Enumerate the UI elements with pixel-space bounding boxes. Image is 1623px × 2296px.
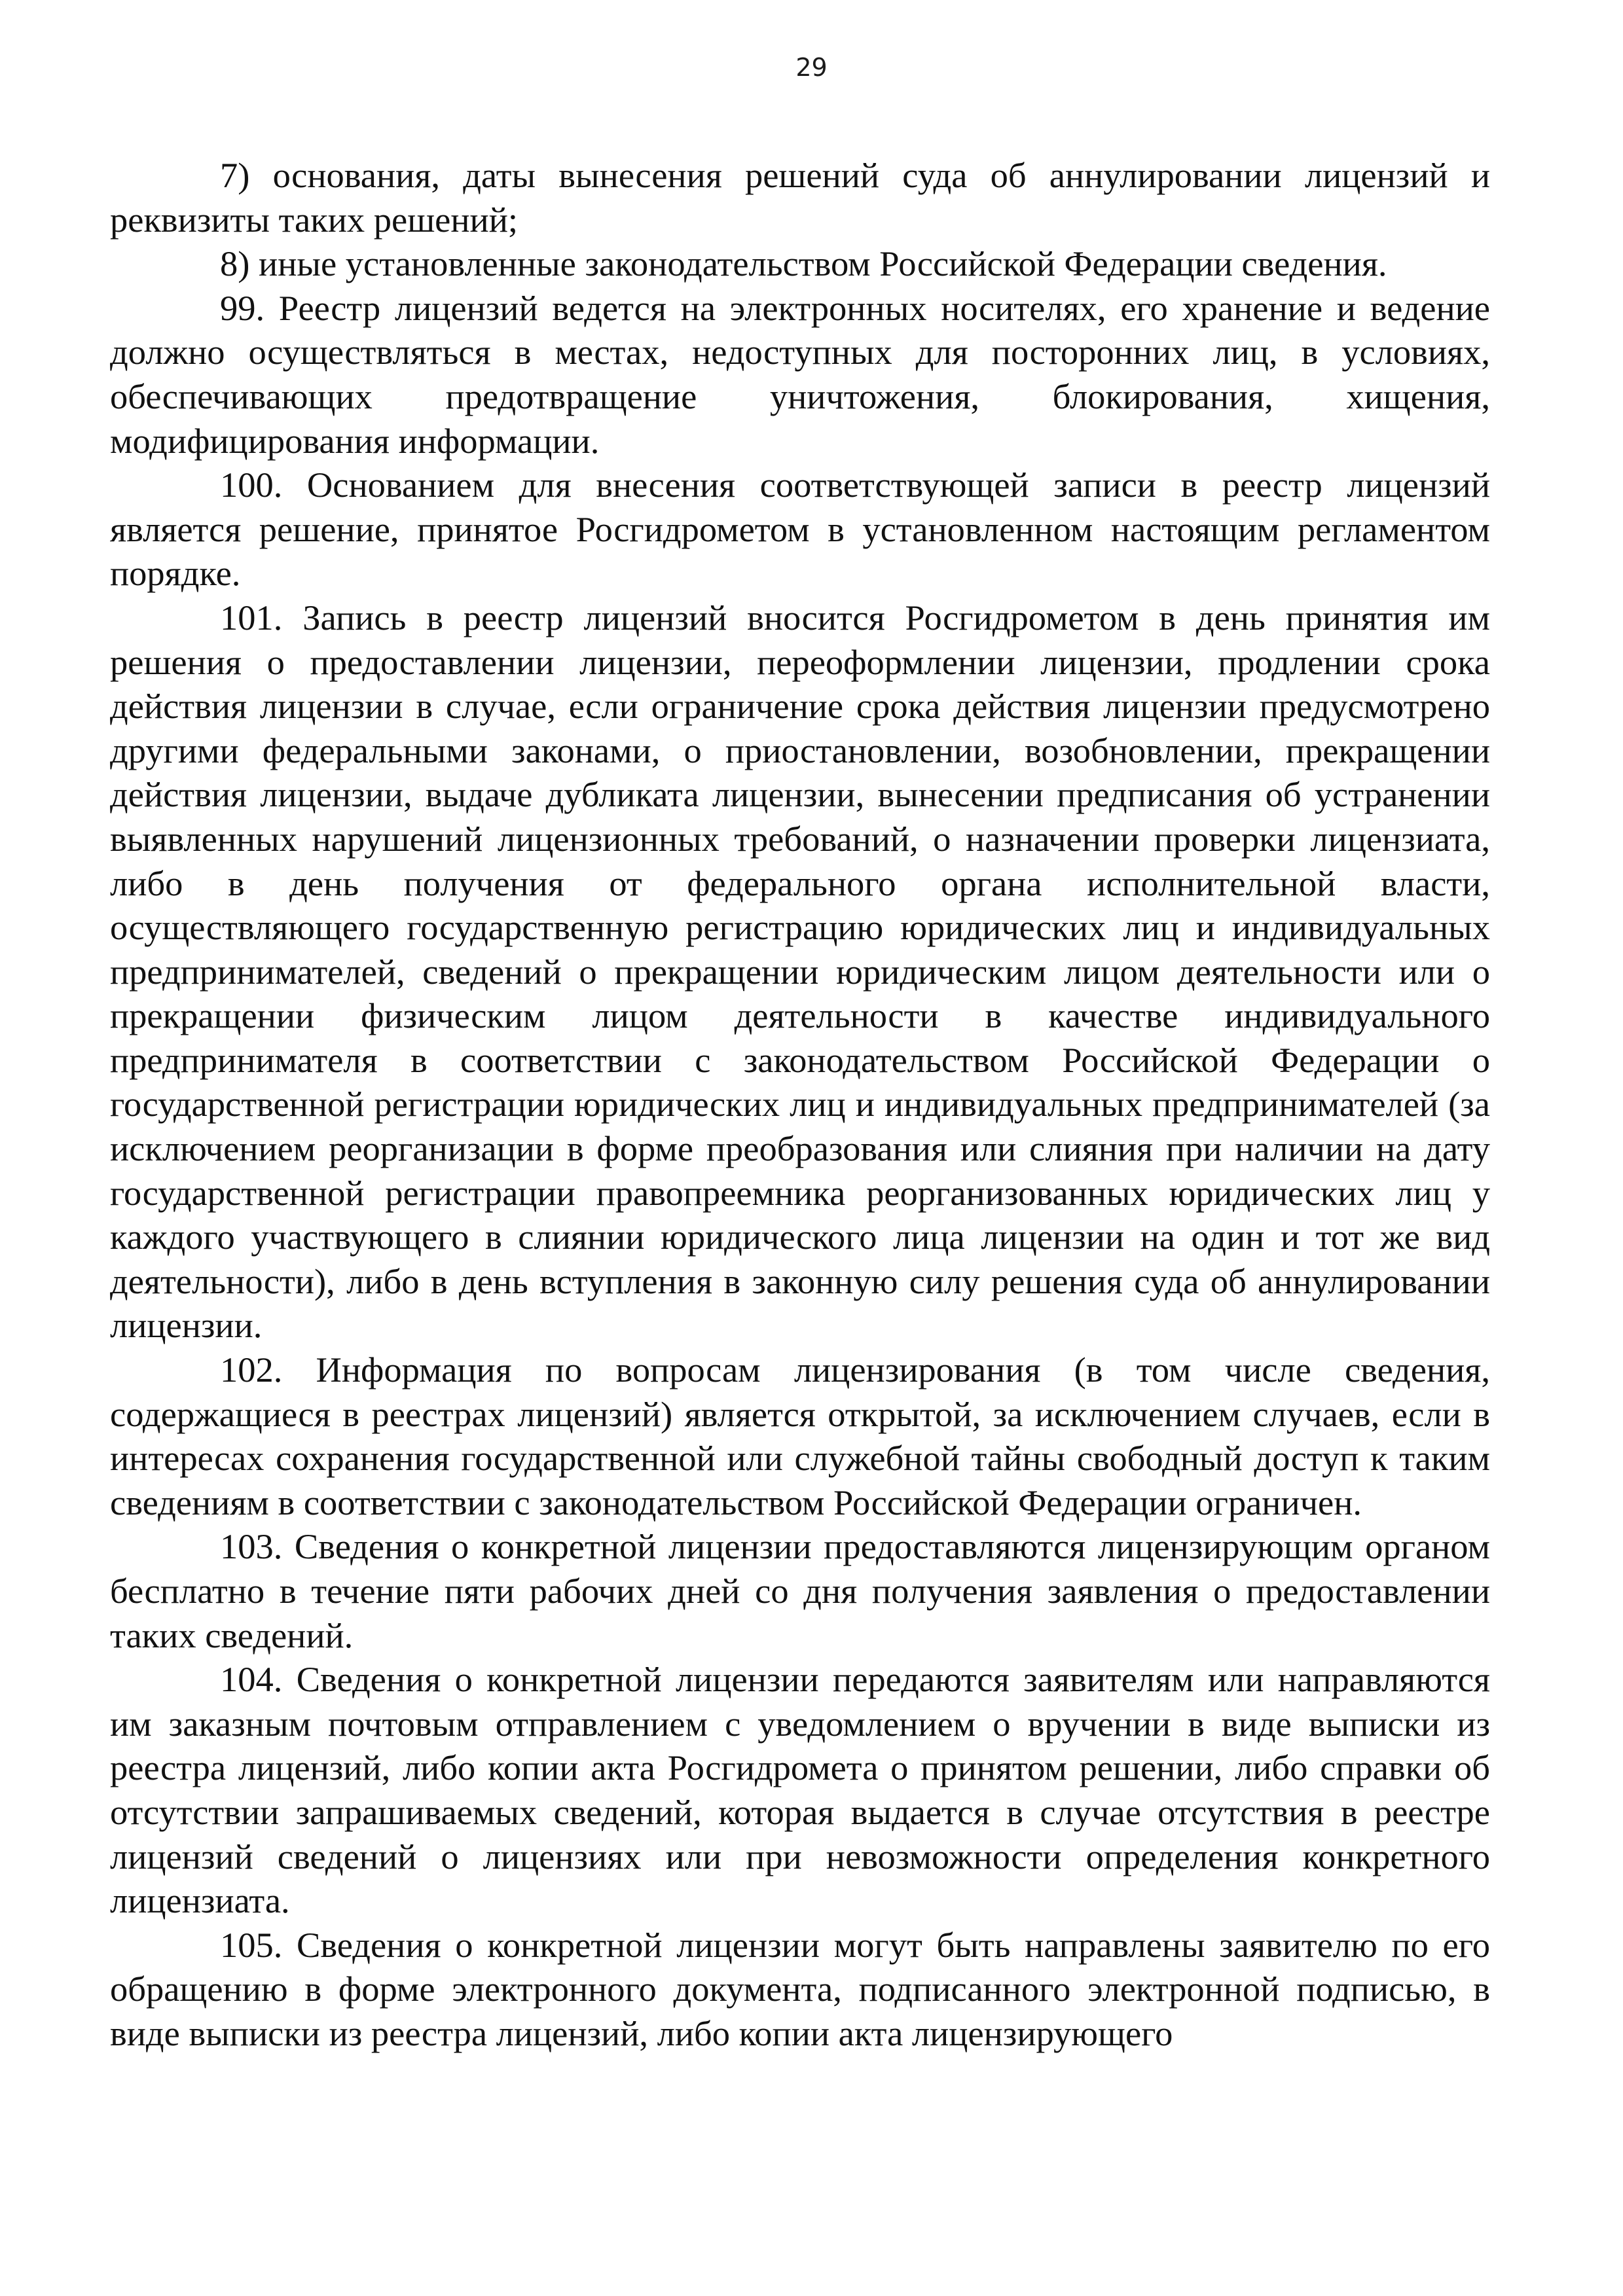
paragraph-clause-100: 100. Основанием для внесения соответствующей записи в реестр лицензий является решение, принятое Росгидрометом в установленном настоящим регламентом порядке.: [110, 465, 1490, 594]
paragraph-clause-102: 102. Информация по вопросам лицензирования (в том числе сведения, содержащиеся в реестрах лицензий) является открытой, за исключением случаев, если в интересах сохранения государственной или служебной тайны свободный доступ к таким сведениям в соответствии с законодательством Российской Федерации ограничен.: [110, 1350, 1490, 1522]
paragraph-clause-105: 105. Сведения о конкретной лицензии могут быть направлены заявителю по его обращению в форме электронного документа, подписанного электронной подписью, в виде выписки из реестра лицензий, либо копии акта лицензирующего: [110, 1924, 1490, 2053]
paragraph-item-8: 8) иные установленные законодательством Российской Федерации сведения.: [220, 243, 1387, 284]
paragraph-clause-99: 99. Реестр лицензий ведется на электронных носителях, его хранение и ведение должно осуществляться в местах, недоступных для посторонних лиц, в условиях, обеспечивающих предотвращение уничтожения, блокирования, хищения, модифицирования информации.: [110, 287, 1490, 461]
paragraph-clause-101: 101. Запись в реестр лицензий вносится Росгидрометом в день принятия им решения о предоставлении лицензии, переоформлении лицензии, продлении срока действия лицензии в случае, если ограничение срока действия лицензии предусмотрено другими федеральными законами, о приостановлении, возобновлении, прекращении действия лицензии, выдаче дубликата лицензии, вынесении предписания об устранении выявленных нарушений лицензионных требований, о назначении проверки лицензиата, либо в день получения от федерального органа исполнительной власти, осуществляющего государственную регистрацию юридических лиц и индивидуальных предпринимателей, сведений о прекращении юридическим лицом деятельности или о прекращении физическим лицом деятельности в качестве индивидуального предпринимателя в соответствии с законодательством Российской Федерации о государственной регистрации юридических лиц и индивидуальных предпринимателей (за исключением реорганизации в форме преобразования или слияния при наличии на дату государственной регистрации правопреемника реорганизованных юридических лиц у каждого участвующего в слиянии юридического лица лицензии на один и тот же вид деятельности), либо в день вступления в законную силу решения суда об аннулировании лицензии.: [110, 597, 1490, 1346]
paragraph-item-7: 7) основания, даты вынесения решений суда об аннулировании лицензий и реквизиты таких решений;: [110, 155, 1490, 240]
page-number: 29: [795, 53, 828, 82]
paragraph-clause-104: 104. Сведения о конкретной лицензии передаются заявителям или направляются им заказным почтовым отправлением с уведомлением о вручении в виде выписки из реестра лицензий, либо копии акта Росгидромета о принятом решении, либо справки об отсутствии запрашиваемых сведений, которая выдается в случае отсутствия в реестре лицензий сведений о лицензиях или при невозможности определения конкретного лицензиата.: [110, 1659, 1490, 1921]
document-body: [110, 153, 1490, 2056]
paragraph-clause-103: 103. Сведения о конкретной лицензии предоставляются лицензирующим органом бесплатно в течение пяти рабочих дней со дня получения заявления о предоставлении таких сведений.: [110, 1526, 1490, 1655]
